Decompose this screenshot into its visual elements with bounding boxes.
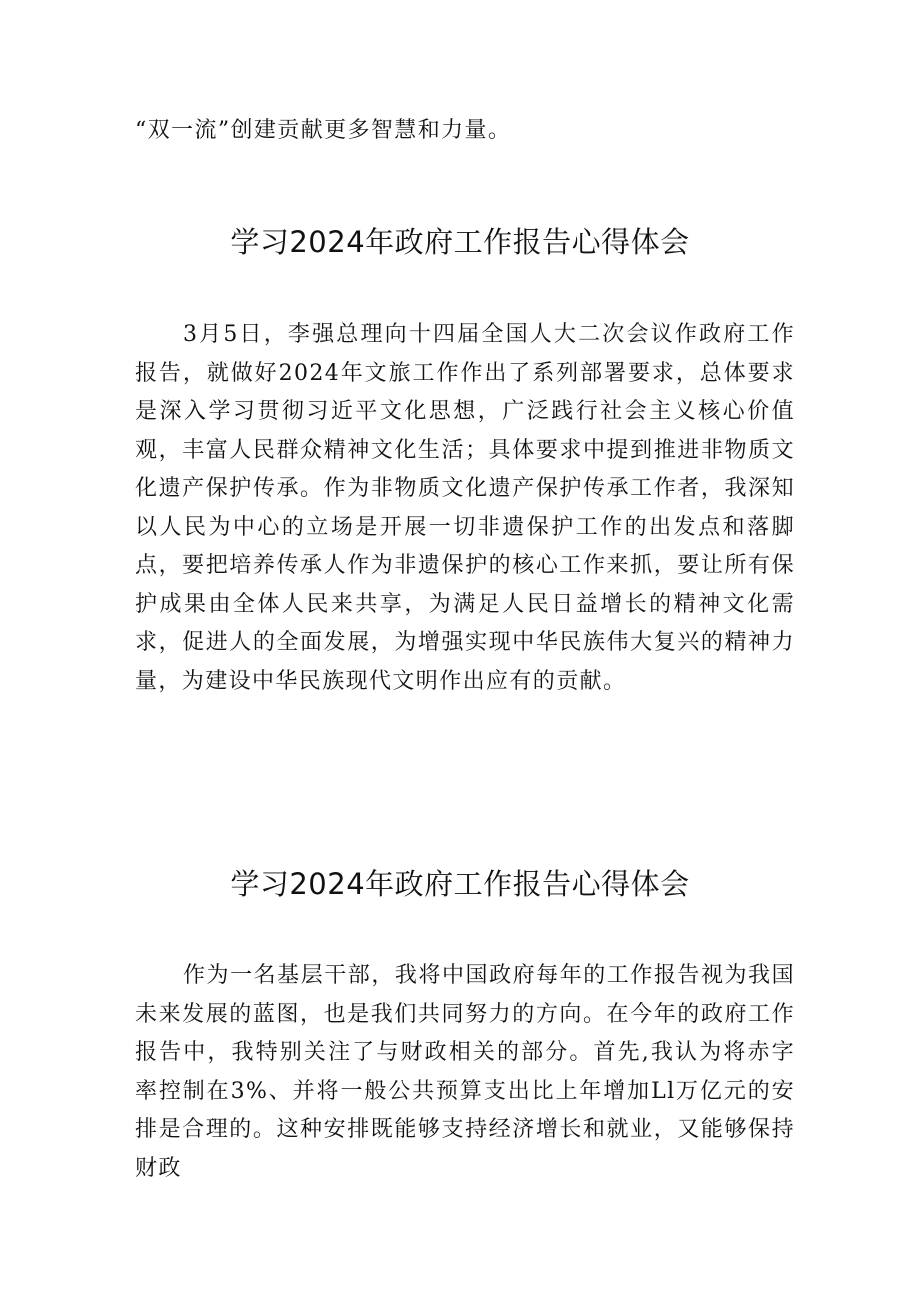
section-1-paragraph: 3月5日，李强总理向十四届全国人大二次会议作政府工作报告，就做好2024年文旅工作作出了系列部署要求，总体要求是深入学习贯彻习近平文化思想，广泛践行社会主义核心价值观，丰富人民群众精神文化生活；具体要求中提到推进非物质文化遗产保护传承。作为非物质文化遗产保护传承工作者，我深知以人民为中心的立场是开展一切非遗保护工作的出发点和落脚点，要把培养传承人作为非遗保护的核心工作来抓，要让所有保护成果由全体人民来共享，为满足人民日益增长的精神文化需求，促进人的全面发展，为增强实现中华民族伟大复兴的精神力量，为建设中华民族现代文明作出应有的贡献。: [135, 322, 795, 694]
section-2-paragraph: 作为一名基层干部，我将中国政府每年的工作报告视为我国未来发展的蓝图，也是我们共同努力的方向。在今年的政府工作报告中，我特别关注了与财政相关的部分。首先,我认为将赤字率控制在3%、并将一般公共预算支出比上年增加Ll万亿元的安排是合理的。这种安排既能够支持经济增长和就业，又能够保持财政: [135, 963, 795, 1181]
intro-continuation-paragraph: “双一流”创建贡献更多智慧和力量。: [135, 118, 512, 143]
section-2-title: 学习2024年政府工作报告心得体会: [230, 867, 690, 901]
section-1-title: 学习2024年政府工作报告心得体会: [230, 225, 690, 259]
